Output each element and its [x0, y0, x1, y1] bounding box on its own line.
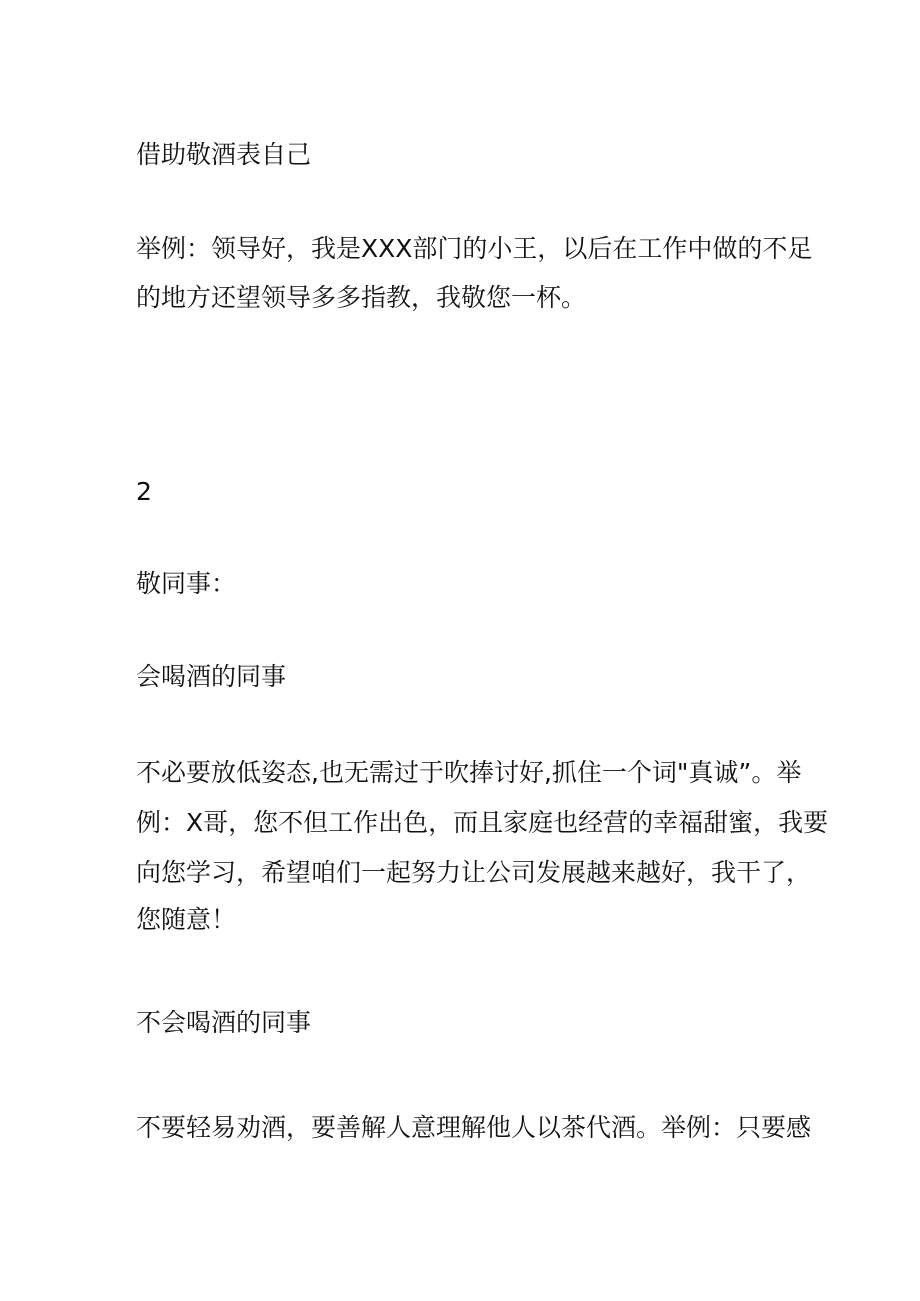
paragraph-line: 向您学习，希望咱们一起努力让公司发展越来越好，我干了，: [136, 858, 812, 887]
paragraph-line: 不必要放低姿态,也无需过于吹捧讨好,抓住一个词"真诚”。举: [136, 758, 802, 787]
subsection-heading: 会喝酒的同事: [136, 662, 287, 691]
paragraph-line: 举例：领导好，我是XXX部门的小王，以后在工作中做的不足: [136, 234, 813, 263]
section-title: 敬同事：: [136, 569, 237, 598]
subsection-heading: 不会喝酒的同事: [136, 1008, 312, 1037]
paragraph-line: 不要轻易劝酒，要善解人意理解他人以茶代酒。举例：只要感: [136, 1113, 812, 1142]
paragraph-line: 的地方还望领导多多指教，我敬您一杯。: [136, 283, 587, 312]
paragraph-line: 例：X哥，您不但工作出色，而且家庭也经营的幸福甜蜜，我要: [136, 808, 829, 837]
section-number: 2: [136, 477, 152, 506]
section-heading: 借助敬酒表自己: [136, 140, 312, 169]
paragraph-line: 您随意！: [136, 905, 237, 934]
